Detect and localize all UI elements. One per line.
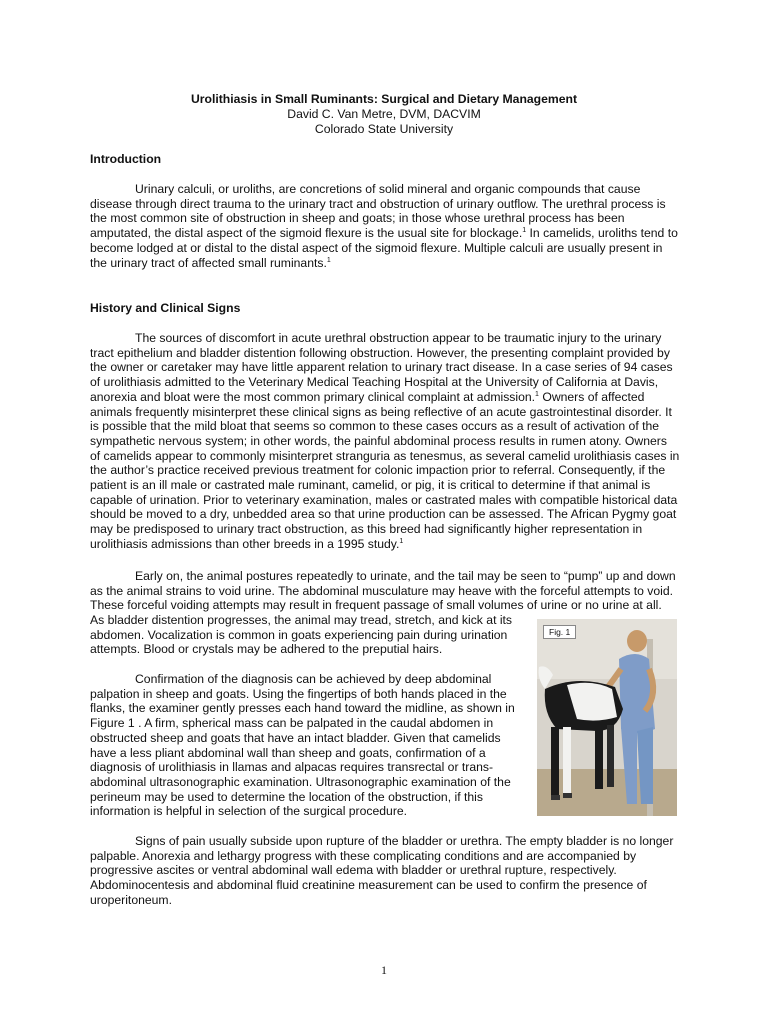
history4-text: Signs of pain usually subside upon rupture of the bladder or urethra. The empty bladder is no longer palpable. Anorexia and lethargy progress with these complicating conditions and are accompanied by progressive ascites or ventral abdominal wall edema with bladder or urethral rupture, respectively. Abdominocentesis and abdominal fluid creatinine measurement can be used to confirm the presence of uroperitoneum.	[90, 834, 674, 907]
paragraph-history-2-cont	[90, 613, 520, 657]
figure-1	[537, 619, 677, 816]
citation-ref: 1	[535, 390, 539, 398]
paragraph-history-4	[90, 834, 680, 908]
history1-text-1: The sources of discomfort in acute urethral obstruction appear to be traumatic injury to the urinary tract epithelium and bladder distention following obstruction. However, the presenting complaint provided by the owner or caretaker may have little apparent relation to urinary tract disease. In a case series of 94 cases of urolithiasis admitted to the Veterinary Medical Teaching Hospital at the University of California at Davis, anorexia and bloat were the most common primary clinical complaint at admission.	[90, 331, 673, 404]
citation-ref: 1	[326, 256, 331, 264]
paragraph-history-2	[90, 569, 680, 613]
author-line: David C. Van Metre, DVM, DACVIM	[287, 107, 481, 121]
goat-exam-photo	[537, 619, 677, 816]
paragraph-history-1	[90, 331, 680, 552]
figure-label: Fig. 1	[543, 625, 576, 639]
history3-text: Confirmation of the diagnosis can be achieved by deep abdominal palpation in sheep and goats. Using the fingertips of both hands placed in the flanks, the examiner gently presses each hand toward the midline, as shown in Figure 1 . A firm, spherical mass can be palpated in the caudal abdomen in obstructed sheep and goats that have an intact bladder. Given that camelids have a less pliant abdominal wall than sheep and goats, confirmation of a diagnosis of urolithiasis in llamas and alpacas requires transrectal or trans-abdominal ultrasonographic examination. Ultrasonographic examination of the perineum may be used to determine the location of the obstruction, if this information is helpful in selection of the surgical procedure.	[90, 672, 515, 819]
history2-narrow-text: As bladder distention progresses, the animal may tread, stretch, and kick at its abdomen. Vocalization is common in goats experiencing pain during urination attempts. Blood or crystals may be adhered to the preputial hairs.	[90, 613, 513, 657]
citation-ref: 1	[399, 537, 404, 545]
heading-introduction: Introduction	[90, 152, 162, 166]
intro-text-2: In camelids, uroliths tend to become lodged at or distal to the distal aspect of the sigmoid flexure. Multiple calculi are usually present in the urinary tract of affected small ruminants.	[90, 226, 678, 270]
document-title: Urolithiasis in Small Ruminants: Surgical and Dietary Management	[190, 92, 578, 106]
page-number: 1	[381, 963, 387, 977]
history1-text-2: Owners of affected animals frequently misinterpret these clinical signs as being reflective of an acute gastrointestinal disorder. It is possible that the mild bloat that seems so common to these cases occurs as a result of activation of the sympathetic nervous system; in other words, the painful abdominal process results in rumen atony. Owners of camelids appear to commonly misinterpret stranguria as tenesmus, as several camelid urolithiasis cases in the author’s practice received previous treatment for colonic impaction prior to referral. Consequently, if the patient is an ill male or castrated male ruminant, camelid, or pig, it is critical to determine if that animal is capable of urination. Prior to veterinary examination, males or castrated males with compatible historical data should be moved to a dry, unbedded area so that urine production can be assessed. The African Pygmy goat may be predisposed to urinary tract obstruction, as this breed had significantly higher representation in urolithiasis admissions than other breeds in a 1995 study.	[90, 389, 680, 551]
history2-text: Early on, the animal postures repeatedly to urinate, and the tail may be seen to “pump” up and down as the animal strains to void urine. The abdominal musculature may heave with the forceful attempts to void. These forceful voiding attempts may result in frequent passage of small volumes of urine or no urine at all.	[90, 569, 676, 613]
affiliation-line: Colorado State University	[314, 122, 454, 136]
paragraph-history-3	[90, 672, 520, 819]
document-header	[90, 92, 678, 137]
paragraph-intro	[90, 182, 680, 270]
citation-ref: 1	[522, 227, 527, 235]
intro-text-1: Urinary calculi, or uroliths, are concretions of solid mineral and organic compounds that cause disease through direct trauma to the urinary tract and obstruction of urinary outflow. The urethral process is the most common site of obstruction in sheep and goats; in those whose urethral process has been amputated, the distal aspect of the sigmoid flexure is the usual site for blockage.	[90, 182, 666, 241]
heading-history: History and Clinical Signs	[90, 301, 241, 315]
